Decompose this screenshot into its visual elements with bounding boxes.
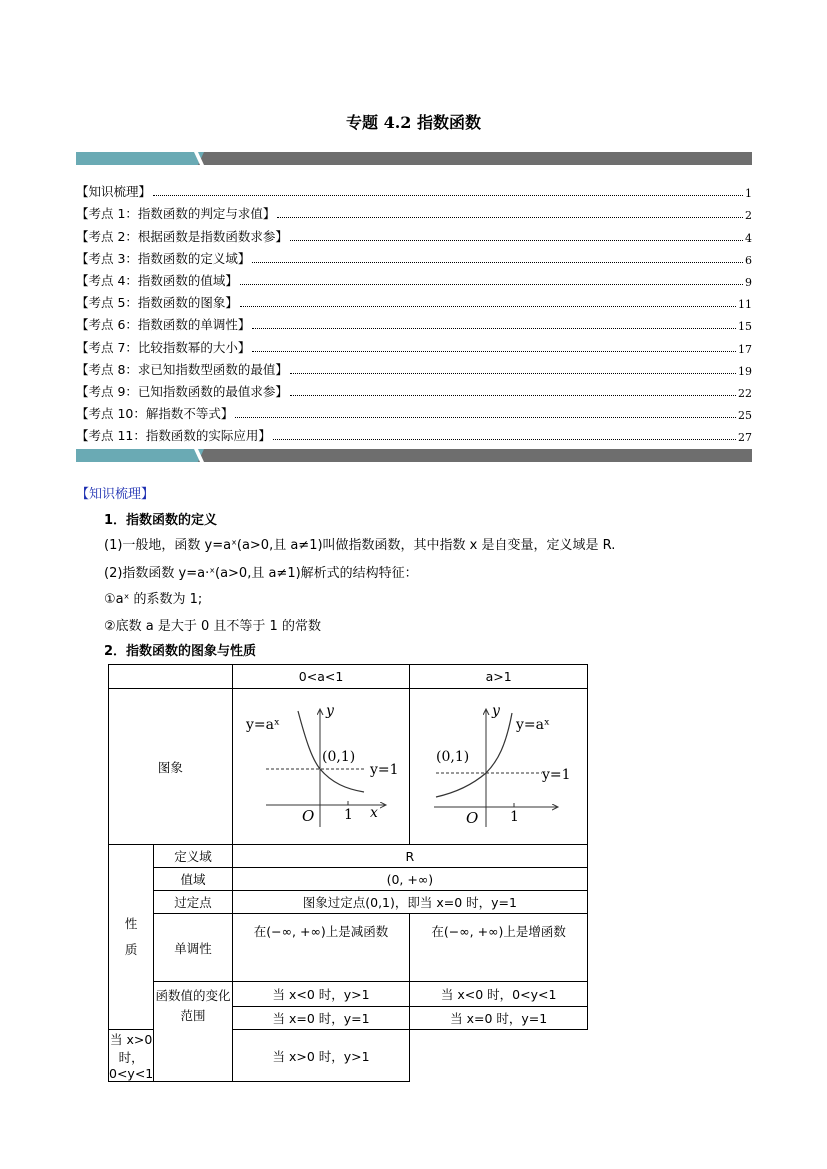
toc-row[interactable] xyxy=(76,289,752,311)
function-label: y=aˣ xyxy=(246,716,280,733)
toc-label: 【考点 9：已知指数函数的最值求参】 xyxy=(76,383,288,399)
toc-row[interactable] xyxy=(76,378,752,400)
change-left-2: 当 x=0 时，y=1 xyxy=(232,1007,410,1030)
point-label: (0,1) xyxy=(322,748,356,765)
decreasing-exponential-graph xyxy=(236,697,406,837)
graph-increasing xyxy=(410,689,588,845)
hline-label: y=1 xyxy=(370,761,399,778)
toc-page: 2 xyxy=(745,209,752,223)
change-left-3: 当 x>0 时，0<y<1 xyxy=(109,1030,154,1082)
toc-page: 17 xyxy=(738,342,752,356)
toc-row[interactable] xyxy=(76,200,752,222)
monotonicity-increasing: 在(−∞, +∞)上是增函数 xyxy=(410,914,588,982)
toc-page: 27 xyxy=(738,431,752,445)
value-range-label: 函数值的变化范围 xyxy=(154,982,232,1082)
y-axis-label: y xyxy=(491,702,500,719)
toc-row[interactable] xyxy=(76,333,752,355)
paragraph-coefficient: ①aˣ 的系数为 1; xyxy=(104,592,203,607)
tick-one-label: 1 xyxy=(509,808,519,825)
x-axis-label: x xyxy=(370,804,378,821)
toc-page: 25 xyxy=(738,409,752,423)
toc-label: 【考点 1：指数函数的判定与求值】 xyxy=(76,206,276,222)
divider-band-top xyxy=(76,152,752,165)
fixed-point-value: 图象过定点(0,1)，即当 x=0 时，y=1 xyxy=(232,891,587,914)
toc-row[interactable] xyxy=(76,311,752,333)
header-case-greater-than-one: a>1 xyxy=(410,665,588,689)
toc-page: 19 xyxy=(738,364,752,378)
toc-label: 【考点 3：指数函数的定义域】 xyxy=(76,250,251,266)
toc-label: 【考点 11：指数函数的实际应用】 xyxy=(76,428,271,444)
toc-label: 【考点 7：比较指数幂的大小】 xyxy=(76,339,251,355)
toc-row[interactable] xyxy=(76,222,752,244)
graph-decreasing xyxy=(232,689,410,845)
subheading-graph-properties: 2．指数函数的图象与性质 xyxy=(104,644,257,659)
toc-page: 15 xyxy=(738,320,752,334)
section-heading: 【知识梳理】 xyxy=(76,487,155,502)
toc-row[interactable] xyxy=(76,267,752,289)
paragraph-base: ②底数 a 是大于 0 且不等于 1 的常数 xyxy=(104,619,321,634)
divider-band-bottom xyxy=(76,449,752,462)
paragraph-structure: (2)指数函数 y=a·ˣ(a>0,且 a≠1)解析式的结构特征： xyxy=(104,566,418,581)
properties-group-label: 性 质 xyxy=(109,845,154,1030)
fixed-point-label: 过定点 xyxy=(154,891,232,914)
toc-label: 【考点 8：求已知指数型函数的最值】 xyxy=(76,361,288,377)
toc-page: 9 xyxy=(745,275,752,289)
toc-page: 6 xyxy=(745,253,752,267)
toc-page: 4 xyxy=(745,231,752,245)
toc-row[interactable] xyxy=(76,400,752,422)
page-title: 专题 4.2 指数函数 xyxy=(346,113,481,132)
origin-label: O xyxy=(465,808,478,827)
monotonicity-decreasing: 在(−∞, +∞)上是减函数 xyxy=(232,914,410,982)
toc-row[interactable] xyxy=(76,356,752,378)
change-right-1: 当 x<0 时，0<y<1 xyxy=(410,982,588,1007)
range-value: (0, +∞) xyxy=(232,868,587,891)
header-empty-cell xyxy=(109,665,233,689)
change-left-1: 当 x<0 时，y>1 xyxy=(232,982,410,1007)
subheading-definition: 1．指数函数的定义 xyxy=(104,513,218,528)
toc-page: 22 xyxy=(738,386,752,400)
table-of-contents xyxy=(76,178,752,444)
hline-label: y=1 xyxy=(541,766,571,783)
y-axis-label: y xyxy=(326,702,334,719)
graph-row-label: 图象 xyxy=(109,689,233,845)
toc-page: 1 xyxy=(745,187,752,201)
toc-label: 【知识梳理】 xyxy=(76,184,152,200)
increasing-exponential-graph xyxy=(414,697,584,837)
toc-page: 11 xyxy=(738,298,752,312)
properties-table xyxy=(108,664,588,1082)
point-label: (0,1) xyxy=(435,748,469,765)
header-case-less-than-one: 0<a<1 xyxy=(232,665,410,689)
change-right-2: 当 x=0 时，y=1 xyxy=(410,1007,588,1030)
toc-row[interactable] xyxy=(76,245,752,267)
domain-value: R xyxy=(232,845,587,868)
paragraph-definition: (1)一般地，函数 y=aˣ(a>0,且 a≠1)叫做指数函数，其中指数 x 是自变量，定义域是 R. xyxy=(104,538,616,553)
change-right-3: 当 x>0 时，y>1 xyxy=(232,1030,410,1082)
toc-label: 【考点 6：指数函数的单调性】 xyxy=(76,317,251,333)
toc-row[interactable] xyxy=(76,178,752,200)
domain-label: 定义域 xyxy=(154,845,232,868)
function-label: y=aˣ xyxy=(515,716,550,733)
toc-label: 【考点 4：指数函数的值域】 xyxy=(76,272,238,288)
origin-label: O xyxy=(302,806,315,825)
toc-label: 【考点 10：解指数不等式】 xyxy=(76,406,234,422)
toc-label: 【考点 2：根据函数是指数函数求参】 xyxy=(76,228,288,244)
toc-row[interactable] xyxy=(76,422,752,444)
monotonicity-label: 单调性 xyxy=(154,914,232,982)
toc-label: 【考点 5：指数函数的图象】 xyxy=(76,295,238,311)
tick-one-label: 1 xyxy=(344,806,353,823)
range-label: 值域 xyxy=(154,868,232,891)
